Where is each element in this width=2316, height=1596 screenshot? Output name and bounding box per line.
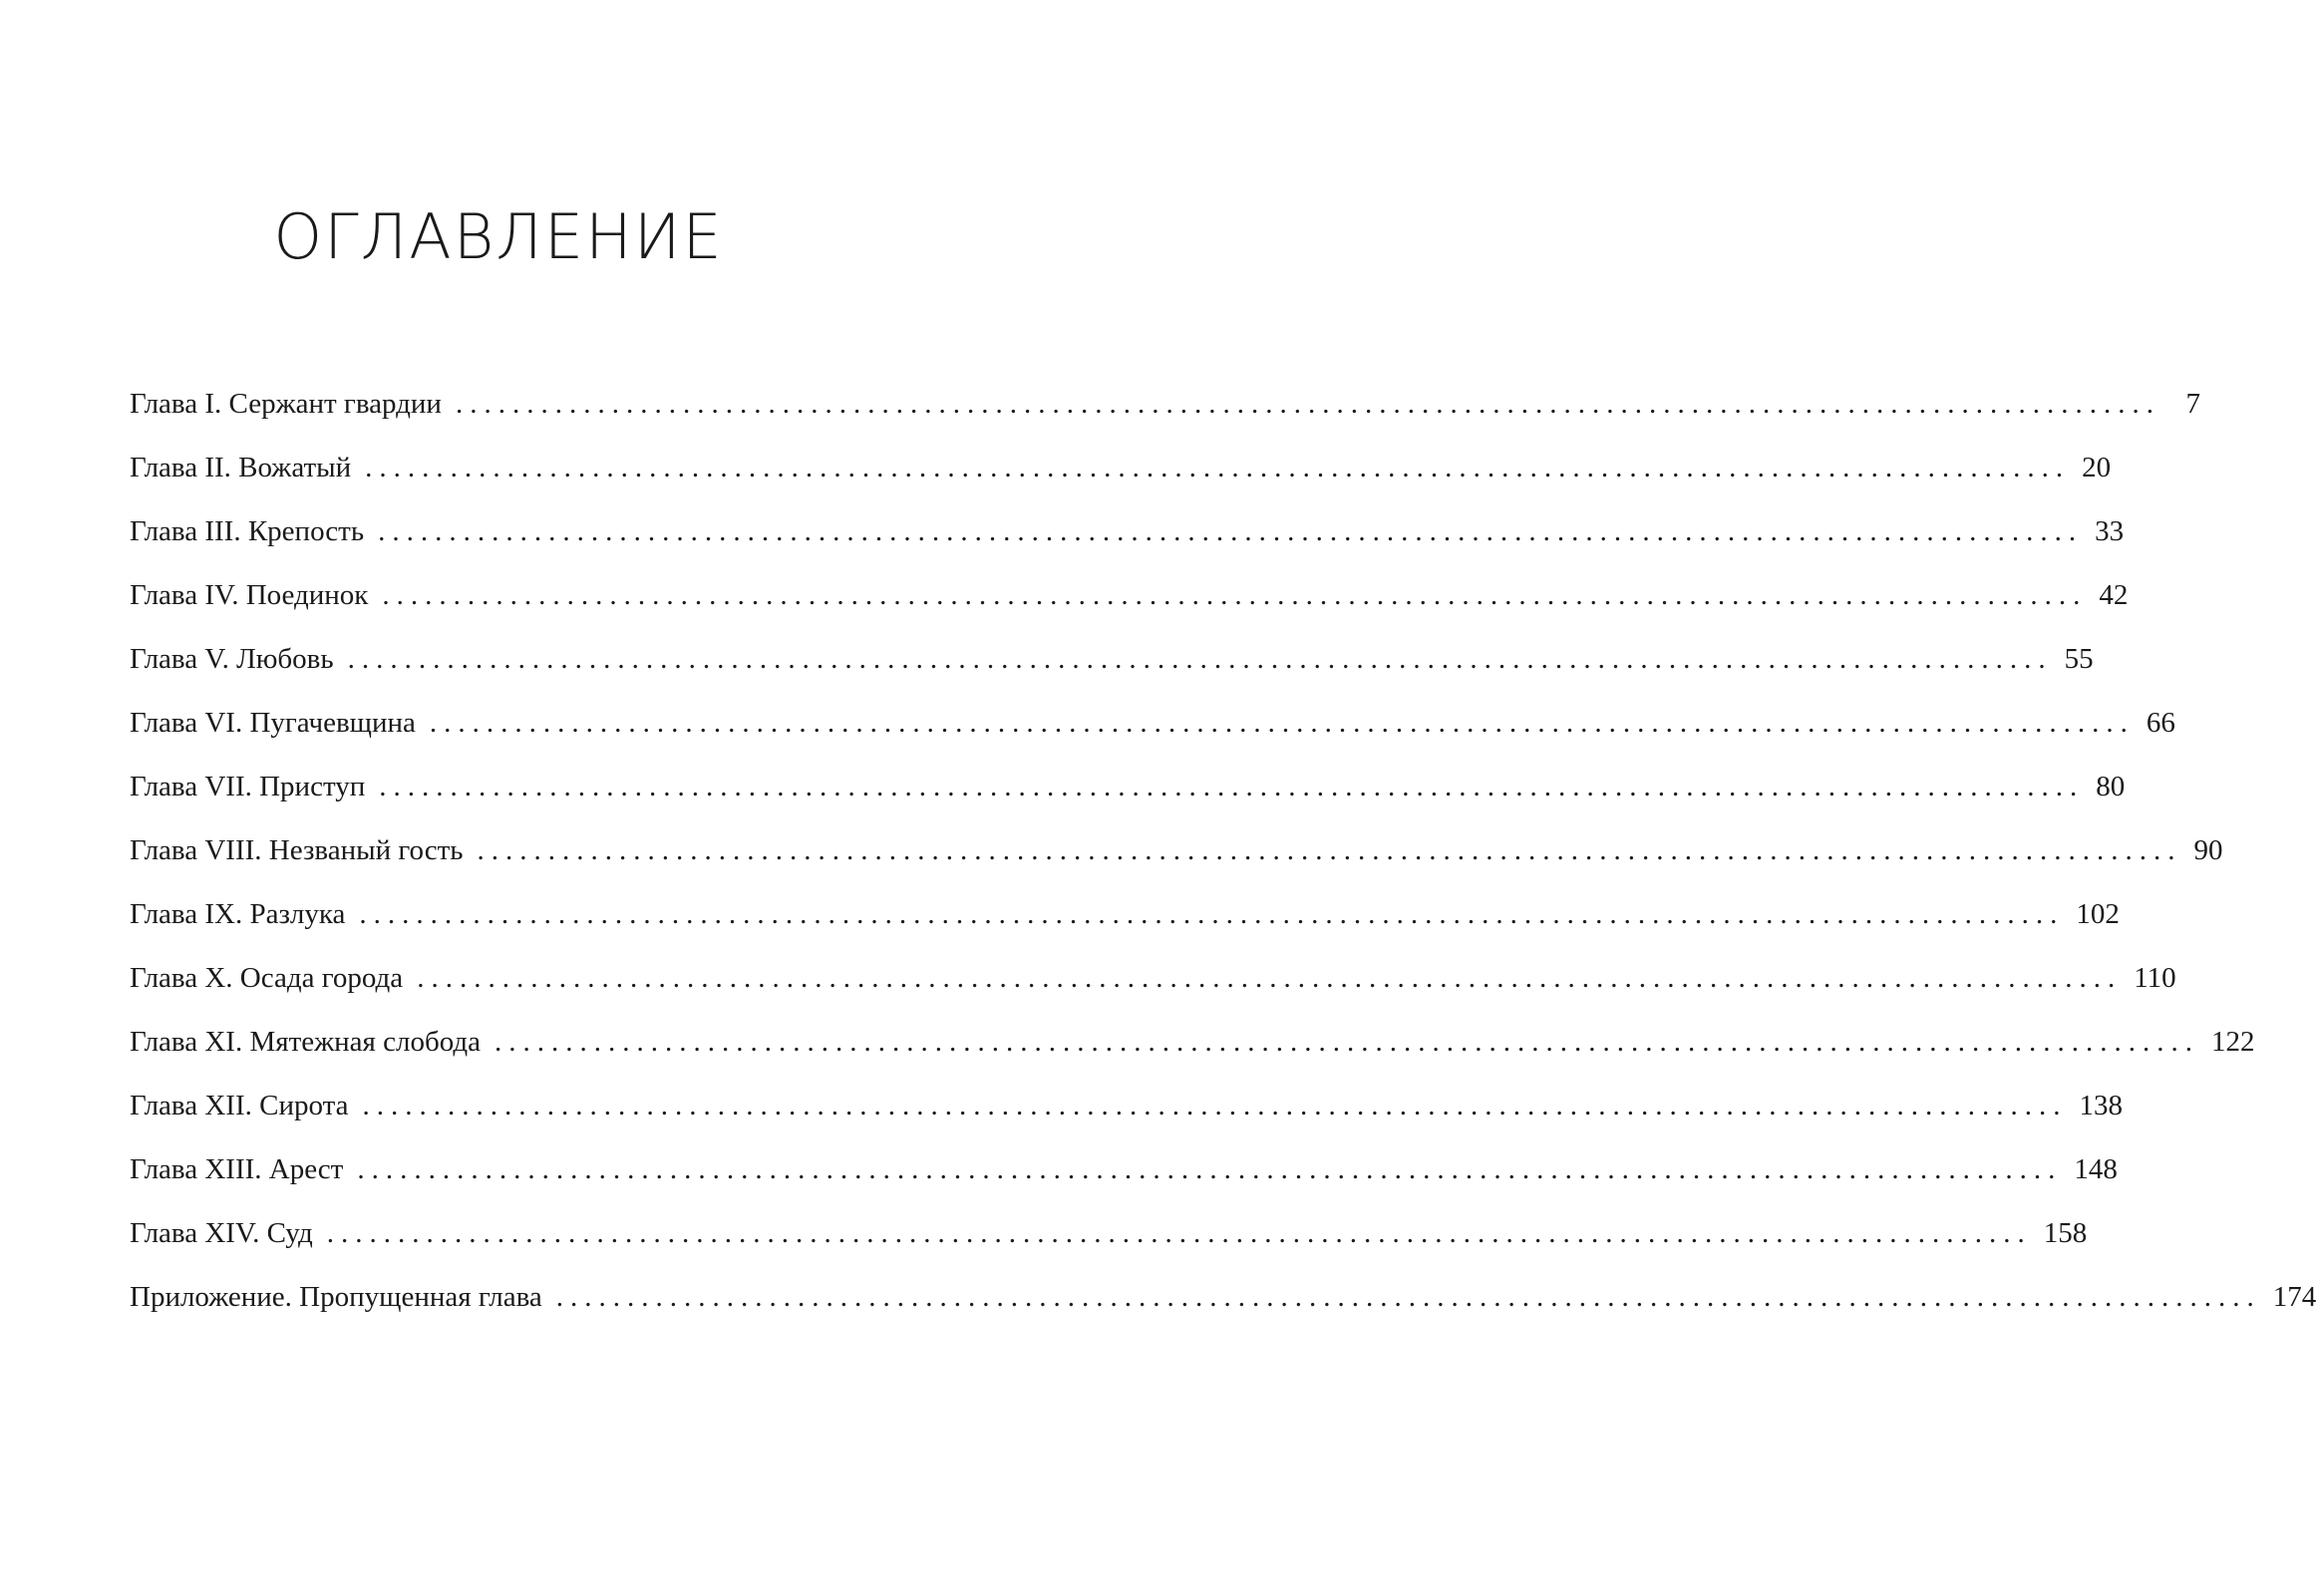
toc-entry-page: 148 xyxy=(2074,1153,2118,1185)
toc-leader-dots: ........................................................................................................................ xyxy=(326,1217,2032,1249)
toc-leader-dots: ........................................................................................................................ xyxy=(429,707,2135,739)
toc-entry-label: Глава XIII. Арест xyxy=(130,1153,344,1185)
toc-leader-dots: ........................................................................................................................ xyxy=(382,579,2088,611)
toc-entry-label: Глава II. Вожатый xyxy=(130,452,352,483)
table-of-contents xyxy=(130,384,2316,1341)
toc-leader-dots: ........................................................................................................................ xyxy=(378,515,2084,547)
toc-leader-dots: ........................................................................................................................ xyxy=(357,1153,2063,1185)
toc-entry xyxy=(130,1213,2088,1277)
toc-entry xyxy=(130,958,2176,1022)
toc-entry-label: Приложение. Пропущенная глава xyxy=(130,1281,542,1313)
toc-entry-page: 33 xyxy=(2095,515,2125,547)
toc-entry-label: Глава IX. Разлука xyxy=(130,898,346,930)
toc-entry xyxy=(130,703,2175,767)
toc-entry-label: Глава V. Любовь xyxy=(130,643,334,675)
toc-entry-page: 80 xyxy=(2096,771,2126,802)
toc-leader-dots: ........................................................................................................................ xyxy=(477,834,2182,866)
toc-entry-label: Глава X. Осада города xyxy=(130,962,404,994)
toc-entry-page: 7 xyxy=(2185,388,2200,420)
toc-entry-label: Глава XI. Мятежная слобода xyxy=(130,1026,482,1058)
toc-entry-page: 42 xyxy=(2099,579,2129,611)
toc-entry-label: Глава III. Крепость xyxy=(130,515,365,547)
toc-entry-page: 55 xyxy=(2064,643,2094,675)
toc-entry xyxy=(130,767,2126,830)
toc-entry-label: Глава VII. Приступ xyxy=(130,771,366,802)
toc-entry xyxy=(130,384,2200,448)
toc-leader-dots: ........................................................................................................................ xyxy=(379,771,2085,802)
toc-entry-label: Глава XII. Сирота xyxy=(130,1090,349,1121)
toc-leader-dots: ........................................................................................................................ xyxy=(417,962,2123,994)
toc-leader-dots: ........................................................................................................................ xyxy=(365,452,2071,483)
toc-entry-label: Глава IV. Поединок xyxy=(130,579,369,611)
toc-entry-label: Глава XIV. Суд xyxy=(130,1217,313,1249)
toc-leader-dots: ........................................................................................................................ xyxy=(362,1090,2068,1121)
toc-entry xyxy=(130,1277,2316,1341)
toc-entry-page: 20 xyxy=(2082,452,2112,483)
toc-entry xyxy=(130,1149,2118,1213)
toc-entry xyxy=(130,830,2223,894)
toc-entry xyxy=(130,639,2094,703)
toc-entry-label: Глава I. Сержант гвардии xyxy=(130,388,442,420)
toc-entry xyxy=(130,511,2125,575)
toc-entry-page: 158 xyxy=(2043,1217,2088,1249)
toc-entry-label: Глава VI. Пугачевщина xyxy=(130,707,416,739)
toc-leader-dots: ........................................................................................................................ xyxy=(359,898,2065,930)
toc-entry xyxy=(130,448,2112,511)
page-title: ОГЛАВЛЕНИЕ xyxy=(273,200,724,273)
toc-leader-dots: ........................................................................................................................ xyxy=(495,1026,2200,1058)
toc-entry xyxy=(130,1022,2255,1086)
toc-entry-page: 66 xyxy=(2146,707,2175,739)
toc-entry-page: 174 xyxy=(2272,1281,2316,1313)
toc-entry-page: 102 xyxy=(2076,898,2120,930)
toc-entry-page: 90 xyxy=(2193,834,2223,866)
toc-leader-dots: ........................................................................................................................ xyxy=(347,643,2053,675)
toc-entry-page: 122 xyxy=(2211,1026,2255,1058)
toc-entry xyxy=(130,894,2120,958)
toc-leader-dots: ........................................................................................................................ xyxy=(455,388,2160,420)
toc-entry xyxy=(130,1086,2123,1149)
toc-leader-dots: ........................................................................................................................ xyxy=(555,1281,2261,1313)
toc-entry-page: 110 xyxy=(2134,962,2176,994)
toc-entry-page: 138 xyxy=(2079,1090,2123,1121)
toc-entry-label: Глава VIII. Незваный гость xyxy=(130,834,464,866)
toc-entry xyxy=(130,575,2129,639)
